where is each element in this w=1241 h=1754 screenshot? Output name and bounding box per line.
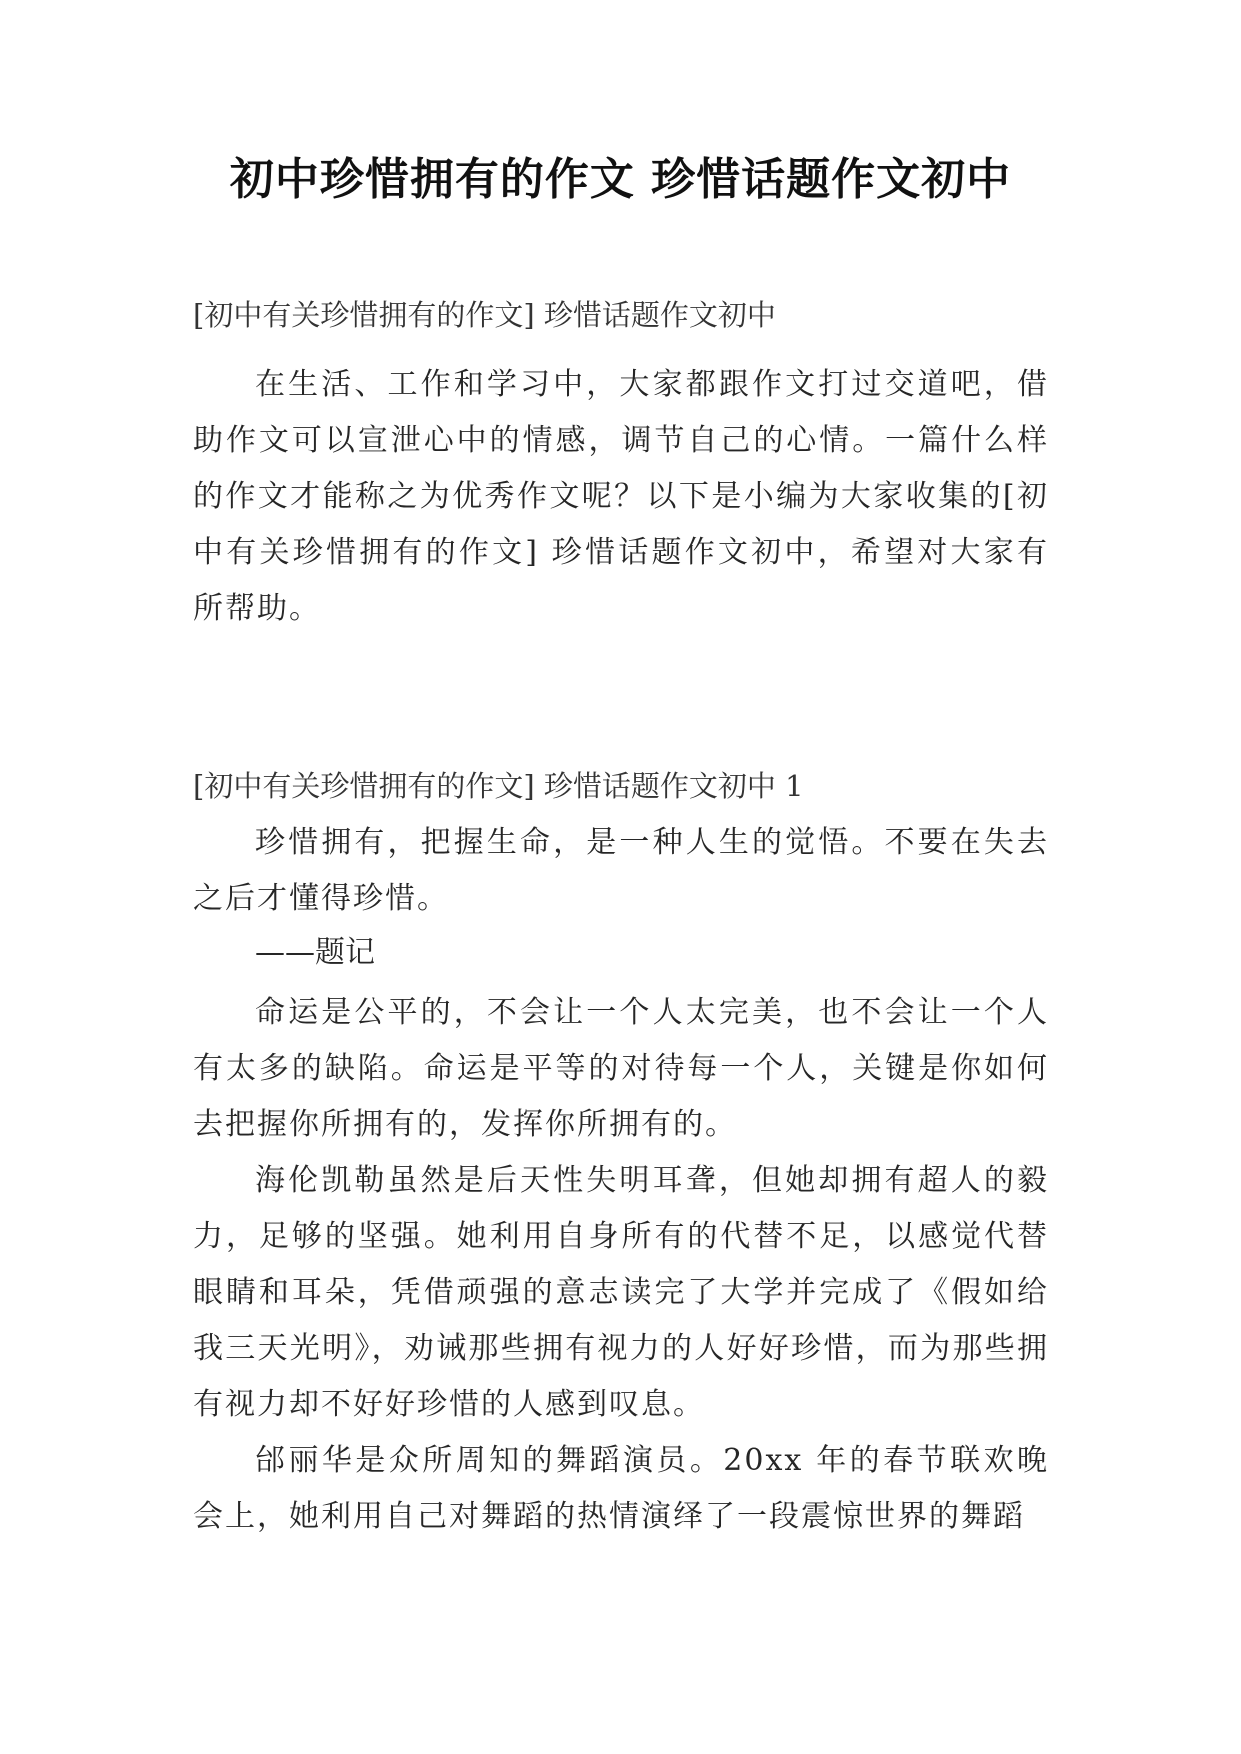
body-paragraph: 命运是公平的，不会让一个人太完美，也不会让一个人有太多的缺陷。命运是平等的对待每一个人，关键是你如何去把握你所拥有的，发挥你所拥有的。 xyxy=(193,995,1049,1142)
section-heading: [初中有关珍惜拥有的作文] 珍惜话题作文初中 1 xyxy=(193,769,804,803)
epigraph-paragraph: 珍惜拥有，把握生命，是一种人生的觉悟。不要在失去之后才懂得珍惜。 xyxy=(193,825,1049,916)
body-paragraph: 邰丽华是众所周知的舞蹈演员。20xx 年的春节联欢晚会上，她利用自己对舞蹈的热情演绎了一段震惊世界的舞蹈 xyxy=(193,1443,1049,1534)
body-paragraph: 海伦凯勒虽然是后天性失明耳聋，但她却拥有超人的毅力，足够的坚强。她利用自身所有的代替不足，以感觉代替眼睛和耳朵，凭借顽强的意志读完了大学并完成了《假如给我三天光明》，劝诫那些拥有视力的人好好珍惜，而为那些拥有视力却不好好珍惜的人感到叹息。 xyxy=(193,1163,1049,1422)
document-title: 初中珍惜拥有的作文 珍惜话题作文初中 xyxy=(229,154,1012,205)
document-subtitle: [初中有关珍惜拥有的作文] 珍惜话题作文初中 xyxy=(193,298,776,332)
intro-paragraph: 在生活、工作和学习中，大家都跟作文打过交道吧，借助作文可以宣泄心中的情感，调节自己的心情。一篇什么样的作文才能称之为优秀作文呢？以下是小编为大家收集的[初中有关珍惜拥有的作文] 珍惜话题作文初中，希望对大家有所帮助。 xyxy=(193,367,1049,626)
epigraph-attribution: ——题记 xyxy=(255,935,375,970)
